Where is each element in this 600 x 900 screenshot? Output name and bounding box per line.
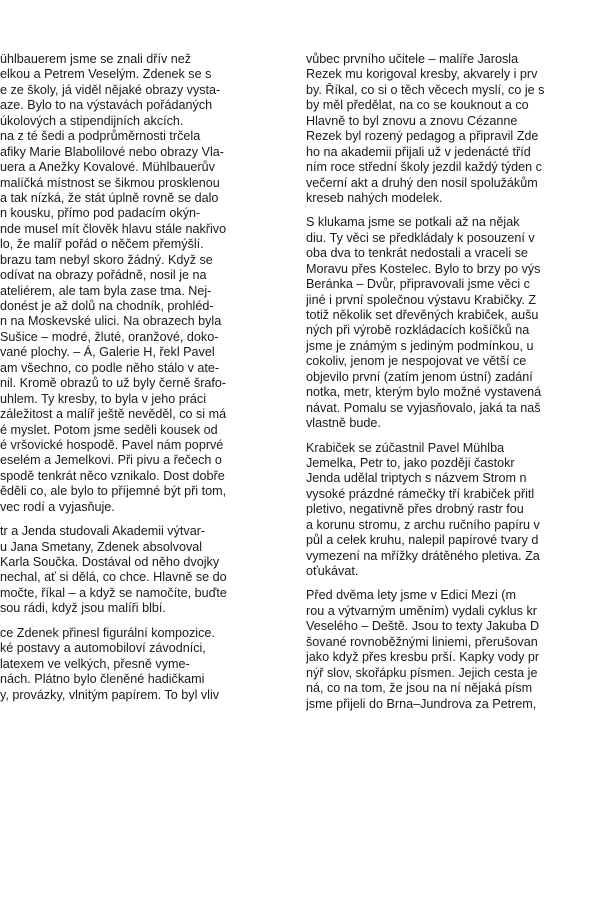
text-line: návat. Pomalu se vyjasňovalo, jaká ta naš [306, 400, 541, 415]
text-line: vůbec prvního učitele – malíře Jarosla [306, 52, 519, 66]
text-line: večerní akt a druhý den nosil spolužákům [306, 175, 538, 190]
text-line: by. Říkal, co si o těch věcech myslí, co je s [306, 82, 545, 97]
text-line: Karla Součka. Dostával od něho dvojky [0, 555, 220, 569]
text-line: e ze školy, já viděl nějaké obrazy vysta- [0, 82, 221, 97]
text-line: Veselého – Deště. Jsou to texty Jakuba D [306, 619, 540, 634]
text-line: Hlavně to byl znovu a znovu Cézanne [306, 113, 518, 128]
text-line: jako když přes kresbu prší. Kapky vody pr [306, 650, 540, 665]
paragraph-gap [306, 206, 600, 215]
text-line: aze. Bylo to na výstavách pořádaných [0, 98, 213, 113]
right-column [306, 52, 600, 712]
text-line: Rezek mu korigoval kresby, akvarely i prv [306, 67, 538, 82]
paragraph-gap [0, 617, 290, 626]
text-line: ěděli co, ale bylo to příjemné být při tom, [0, 484, 227, 499]
text-line: Beránka – Dvůr, připravovali jsme věci c [306, 277, 530, 292]
paragraph-gap [0, 515, 290, 524]
text-line: nách. Plátno bylo členěné hadičkami [0, 672, 205, 687]
text-line: odívat na obrazy pořádně, nosil je na [0, 268, 207, 283]
text-line: nechal, ať si dělá, co chce. Hlavně se do [0, 570, 227, 585]
text-line: eselém a Jemelkovi. Při pivu a řečech o [0, 453, 222, 468]
text-line: jsme přijeli do Brna–Jundrova za Petrem, [306, 696, 537, 711]
paragraph [306, 441, 600, 580]
text-line: afiky Marie Blabolilové nebo obrazy Vla- [0, 144, 225, 159]
text-line: u Jana Smetany, Zdenek absolvoval [0, 539, 203, 554]
text-line: močte, říkal – a když se namočíte, buďte [0, 585, 227, 600]
text-line: oba dva to tenkrát nedostali a vraceli se [306, 246, 528, 261]
text-line: sou rádi, když jsou malíři blbí. [0, 601, 166, 616]
text-line: vec rodí a vyjasňuje. [0, 499, 115, 514]
text-line: nde musel mít člověk hlavu stále nakřivo [0, 221, 227, 236]
text-line: ké postavy a automobiloví závodníci, [0, 641, 206, 656]
paragraph [0, 52, 290, 515]
text-line: kreseb nahých modelek. [306, 190, 443, 205]
text-line: by měl předělat, na co se kouknout a co [306, 98, 529, 113]
paragraph [0, 626, 290, 703]
text-line: latexem ve velkých, přesně vyme- [0, 656, 190, 671]
text-line: spodě tenkrát něco vznikalo. Dost dobře [0, 468, 225, 483]
text-line: tr a Jenda studovali Akademii výtvar- [0, 524, 206, 539]
text-line: uhlem. Ty kresby, to byla v jeho práci [0, 391, 207, 406]
text-line: šované rovnoběžnými liniemi, přerušovan [306, 634, 538, 649]
text-line: pletivo, negativně přes drobný rastr fou [306, 502, 524, 517]
text-line: úkolových a stipendijních akcích. [0, 113, 184, 128]
text-line: vysoké prázdné rámečky tří krabiček přitl [306, 486, 535, 501]
paragraph-gap [306, 432, 600, 441]
text-line: ním roce střední školy jezdil každý týden c [306, 160, 542, 175]
text-line: jsme je známým s jediným podmínkou, u [306, 338, 534, 353]
text-line: notka, metr, kterým bylo možné vystavená [306, 385, 542, 400]
text-line: lo, že malíř pořád o něčem přemýšlí. [0, 237, 204, 252]
text-line: elkou a Petrem Veselým. Zdenek se s [0, 67, 212, 82]
text-line: nil. Kromě obrazů to už byly černě šrafo- [0, 376, 227, 391]
text-line: brazu tam nebyl skoro žádný. Když se [0, 252, 213, 267]
text-line: na z té šedi a podprůměrnosti trčela [0, 129, 201, 144]
text-line: a korunu stromu, z archu ručního papíru v [306, 517, 540, 532]
text-line: y, provázky, vlnitým papírem. To byl vliv [0, 687, 220, 702]
text-line: Krabiček se zúčastnil Pavel Mühlba [306, 440, 505, 455]
text-line: donést je až dolů na chodník, prohléd- [0, 299, 214, 313]
text-line: é vršovické hospodě. Pavel nám poprvé [0, 437, 224, 452]
paragraph [0, 524, 290, 617]
paragraph [306, 215, 600, 431]
text-line: vymezení na mřížky drátěného pletiva. Za [306, 548, 540, 563]
text-line: a tak nízká, že stát úplně rovně se dalo [0, 190, 219, 205]
text-line: totiž několik set dřevěných krabiček, aušu [306, 308, 539, 322]
text-line: záležitost a malíř ještě nevěděl, co si má [0, 407, 227, 422]
text-line: Jenda udělal triptych s názvem Strom n [306, 471, 527, 486]
text-line: nýř slov, skořápku písmen. Jejich cesta je [306, 665, 538, 680]
text-line: ná, co na tom, že jsou na ní nějaká písm [306, 681, 533, 696]
text-line: n kousku, přímo pod padacím okýn- [0, 206, 201, 221]
text-line: vané plochy. – Á, Galerie H, řekl Pavel [0, 345, 215, 360]
paragraph [306, 52, 600, 206]
text-line: oťukávat. [306, 564, 359, 578]
text-line: ateliérem, ale tam byla zase tma. Nej- [0, 283, 212, 298]
paragraph [306, 588, 600, 712]
paragraph-gap [306, 579, 600, 588]
text-line: rou a výtvarným uměním) vydali cyklus kr [306, 603, 537, 618]
text-line: vlastně bude. [306, 416, 381, 431]
text-line: S klukama jsme se potkali až na nějak [306, 215, 520, 230]
text-line: objevilo první (zatím jenom ústní) zadání [306, 369, 533, 384]
text-line: am všechno, co podle něho stálo v ate- [0, 360, 220, 375]
text-line: Před dvěma lety jsme v Edici Mezi (m [306, 588, 516, 603]
text-line: ho na akademii přijali už v jedenácté tříd [306, 144, 531, 159]
text-line: é myslet. Potom jsme seděli kousek od [0, 422, 218, 437]
text-line: diu. Ty věci se předkládaly k posouzení v [306, 230, 535, 245]
text-line: malíčká místnost se šikmou prosklenou [0, 175, 220, 190]
text-line: Jemelka, Petr to, jako později častokr [306, 455, 515, 470]
text-line: cokoliv, jenom je nespojovat ve větší ce [306, 354, 527, 369]
text-line: Rezek byl rozený pedagog a připravil Zde [306, 129, 539, 144]
text-line: Moravu přes Kostelec. Bylo to brzy po výs [306, 261, 541, 276]
left-column [0, 52, 290, 703]
text-line: ce Zdenek přinesl figurální kompozice. [0, 625, 215, 640]
text-line: Sušice – modré, žluté, oranžové, doko- [0, 329, 219, 344]
text-line: uera a Anežky Kovalové. Mühlbauerův [0, 160, 215, 175]
text-line: n na Moskevské ulici. Na obrazech byla [0, 314, 222, 329]
text-line: ných při výrobě rozkládacích košíčků na [306, 323, 530, 338]
text-line: jiné i první společnou výstavu Krabičky. Z [306, 292, 537, 307]
text-line: ühlbauerem jsme se znali dřív než [0, 52, 192, 66]
text-line: půl a celek kruhu, nalepil papírové tvary d [306, 533, 539, 548]
